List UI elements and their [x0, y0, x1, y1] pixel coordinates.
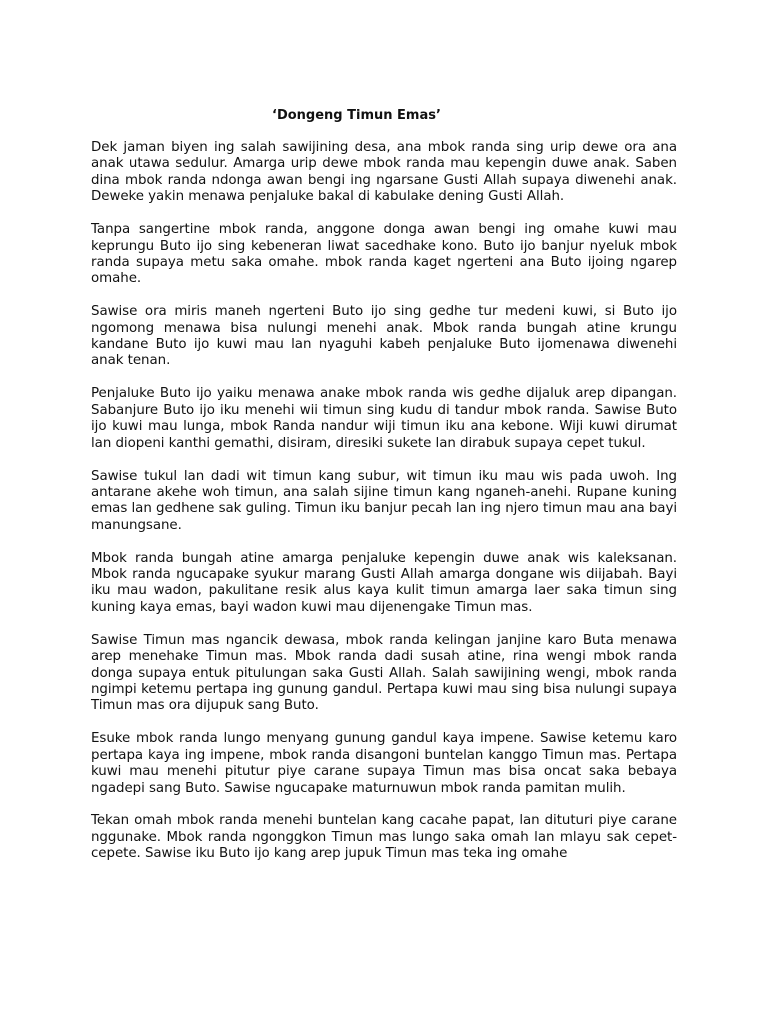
- paragraph-8: Esuke mbok randa lungo menyang gunung gandul kaya impene. Sawise ketemu karo pertapa kaya ing impene, mbok randa disangoni buntelan kanggo Timun mas. Pertapa kuwi mau menehi pitutur piye carane supaya Timun mas bisa oncat saka bebaya ngadepi sang Buto. Sawise ngucapake maturnuwun mbok randa pamitan mulih.: [91, 731, 677, 796]
- document-title: ‘Dongeng Timun Emas’: [272, 108, 441, 123]
- paragraph-4: Penjaluke Buto ijo yaiku menawa anake mbok randa wis gedhe dijaluk arep dipangan. Sabanjure Buto ijo iku menehi wii timun sing kudu di tandur mbok randa. Sawise Buto ijo kuwi mau lunga, mbok Randa nandur wiji timun iku ana kebone. Wiji kuwi dirumat lan diopeni kanthi gemathi, disiram, diresiki sukete lan dirabuk supaya cepet tukul.: [91, 386, 677, 451]
- paragraph-2: Tanpa sangertine mbok randa, anggone donga awan bengi ing omahe kuwi mau keprungu Buto ijo sing kebeneran liwat sacedhake kono. Buto ijo banjur nyeluk mbok randa supaya metu saka omahe. mbok randa kaget ngerteni ana Buto ijoing ngarep omahe.: [91, 222, 677, 287]
- paragraph-3: Sawise ora miris maneh ngerteni Buto ijo sing gedhe tur medeni kuwi, si Buto ijo ngomong menawa bisa nulungi menehi anak. Mbok randa bungah atine krungu kandane Buto ijo kuwi mau lan nyaguhi kabeh penjaluke Buto ijomenawa diwenehi anak tenan.: [91, 304, 677, 369]
- paragraph-1: Dek jaman biyen ing salah sawijining desa, ana mbok randa sing urip dewe ora ana anak utawa sedulur. Amarga urip dewe mbok randa mau kepengin duwe anak. Saben dina mbok randa ndonga awan bengi ing ngarsane Gusti Allah supaya diwenehi anak. Deweke yakin menawa penjaluke bakal di kabulake dening Gusti Allah.: [91, 140, 677, 205]
- paragraph-7: Sawise Timun mas ngancik dewasa, mbok randa kelingan janjine karo Buta menawa arep menehake Timun mas. Mbok randa dadi susah atine, rina wengi mbok randa donga supaya entuk pitulungan saka Gusti Allah. Salah sawijining wengi, mbok randa ngimpi ketemu pertapa ing gunung gandul. Pertapa kuwi mau sing bisa nulungi supaya Timun mas ora dijupuk sang Buto.: [91, 632, 677, 714]
- paragraph-6: Mbok randa bungah atine amarga penjaluke kepengin duwe anak wis kaleksanan. Mbok randa ngucapake syukur marang Gusti Allah amarga dongane wis diijabah. Bayi iku mau wadon, pakulitane resik alus kaya kulit timun amarga laer saka timun sing kuning kaya emas, bayi wadon kuwi mau dijenengake Timun mas.: [91, 550, 677, 615]
- paragraph-5: Sawise tukul lan dadi wit timun kang subur, wit timun iku mau wis pada uwoh. Ing antarane akehe woh timun, ana salah sijine timun kang nganeh-anehi. Rupane kuning emas lan gedhene sak guling. Timun iku banjur pecah lan ing njero timun mau ana bayi manungsane.: [91, 468, 677, 533]
- document-page: [91, 108, 677, 879]
- paragraph-9: Tekan omah mbok randa menehi buntelan kang cacahe papat, lan dituturi piye carane nggunake. Mbok randa ngonggkon Timun mas lungo saka omah lan mlayu sak cepet-cepete. Sawise iku Buto ijo kang arep jupuk Timun mas teka ing omahe: [91, 813, 677, 862]
